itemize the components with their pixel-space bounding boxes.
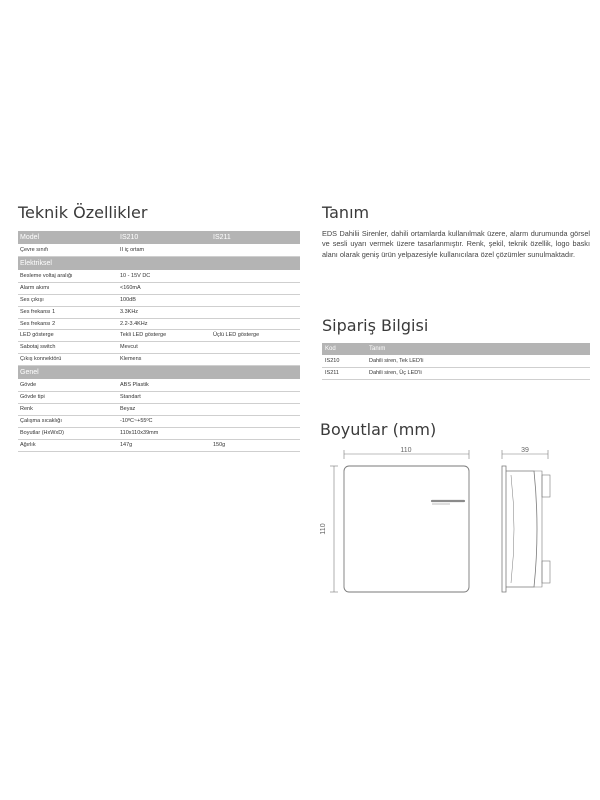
side-clip-bottom [542,561,550,583]
spec-row-cell: Mevcut [118,342,211,354]
section-elektrik [18,256,300,270]
spec-row-cell: 147g [118,439,211,451]
spec-row [18,245,300,257]
spec-row [18,270,300,282]
spec-row-cell: Standart [118,392,211,404]
spec-row-cell: Ses frekansı 2 [18,318,118,330]
spec-row-cell: <160mA [118,282,211,294]
spec-row-cell: 150g [211,439,300,451]
spec-row-cell: Çalışma sıcaklığı [18,415,118,427]
side-front-plate [502,466,506,592]
spec-row-cell: 2.2-3.4KHz [118,318,211,330]
spec-row-cell [211,318,300,330]
description-title: Tanım [322,203,370,222]
spec-row-cell: Besleme voltaj aralığı [18,270,118,282]
dimensions-title: Boyutlar (mm) [320,420,437,439]
side-body [506,471,537,587]
section-genel-label: Genel [18,366,300,380]
description-text: EDS Dahilii Sirenler, dahili ortamlarda kullanılmak üzere, alarm durumunda görsel ve sesli uyarı vermek üzere tasarlanmıştır. Renk, şekil, teknik özellik, logo baskı alanı olarak geniş ürün yelpazesiyle kullanıcılara özel çözümler sunulmaktadır. [322,229,590,259]
spec-header-row [18,231,300,245]
spec-header-row-cell: Model [18,231,118,245]
dimension-drawing [320,445,600,605]
spec-row-cell [211,245,300,257]
spec-table [18,231,300,452]
spec-row-cell [211,403,300,415]
spec-row-cell: 10 - 15V DC [118,270,211,282]
order-row-cell: Dahili siren, Tek LED'li [366,356,590,368]
spec-row-cell: Tekli LED gösterge [118,330,211,342]
spec-row-cell: Çevre sınıfı [18,245,118,257]
spec-row [18,330,300,342]
spec-row-cell: Gövde tipi [18,392,118,404]
spec-row [18,415,300,427]
spec-title: Teknik Özellikler [18,203,148,222]
spec-row-cell: Sabotaj switch [18,342,118,354]
spec-row [18,392,300,404]
spec-header-row-cell: IS210 [118,231,211,245]
dim-width-label: 110 [400,447,412,454]
spec-row-cell: Ses çıkışı [18,294,118,306]
spec-row-cell: Ağırlık [18,439,118,451]
spec-row [18,318,300,330]
order-row [322,356,590,368]
spec-row-cell [211,392,300,404]
spec-row [18,439,300,451]
order-row [322,368,590,380]
spec-row-cell: 110x110x39mm [118,427,211,439]
section-elektrik-label: Elektriksel [18,256,300,270]
order-header-row-cell: Kod [322,343,366,356]
spec-row-cell: 100dB [118,294,211,306]
spec-row-cell: Klemens [118,354,211,366]
dimension-svg [320,445,600,605]
spec-row [18,342,300,354]
spec-row-cell: Üçlü LED gösterge [211,330,300,342]
spec-row-cell [211,354,300,366]
spec-row [18,306,300,318]
spec-header-row-cell: IS211 [211,231,300,245]
spec-row-cell [211,294,300,306]
spec-row [18,354,300,366]
dim-height-label: 110 [320,523,327,535]
order-header-row-cell: Tanım [366,343,590,356]
spec-row-cell: -10ºC~+55ºC [118,415,211,427]
spec-row-cell: Alarm akımı [18,282,118,294]
order-row-cell: Dahili siren, Üç LED'li [366,368,590,380]
spec-row [18,294,300,306]
spec-row-cell [211,380,300,392]
order-table [322,343,590,380]
spec-row-cell [211,342,300,354]
side-clip-top [542,475,550,497]
spec-row-cell: Beyaz [118,403,211,415]
spec-row-cell [211,427,300,439]
spec-row-cell [211,306,300,318]
spec-row-cell [211,270,300,282]
order-row-cell: IS211 [322,368,366,380]
spec-row-cell: 3.3KHz [118,306,211,318]
spec-row-cell: Çıkış konnektörü [18,354,118,366]
spec-row [18,403,300,415]
spec-row-cell: Ses frekansı 1 [18,306,118,318]
spec-row-cell: Gövde [18,380,118,392]
spec-row-cell [211,282,300,294]
spec-row [18,427,300,439]
spec-row-cell: II iç ortam [118,245,211,257]
spec-row-cell: Boyutlar (HxWxD) [18,427,118,439]
front-body [344,466,469,592]
spec-row-cell: ABS Plastik [118,380,211,392]
dim-depth-label: 39 [521,447,529,454]
spec-row [18,380,300,392]
order-header-row [322,343,590,356]
spec-row-cell: Renk [18,403,118,415]
order-row-cell: IS210 [322,356,366,368]
spec-row [18,282,300,294]
spec-row-cell [211,415,300,427]
section-genel [18,366,300,380]
spec-row-cell: LED gösterge [18,330,118,342]
order-title: Sipariş Bilgisi [322,316,429,335]
